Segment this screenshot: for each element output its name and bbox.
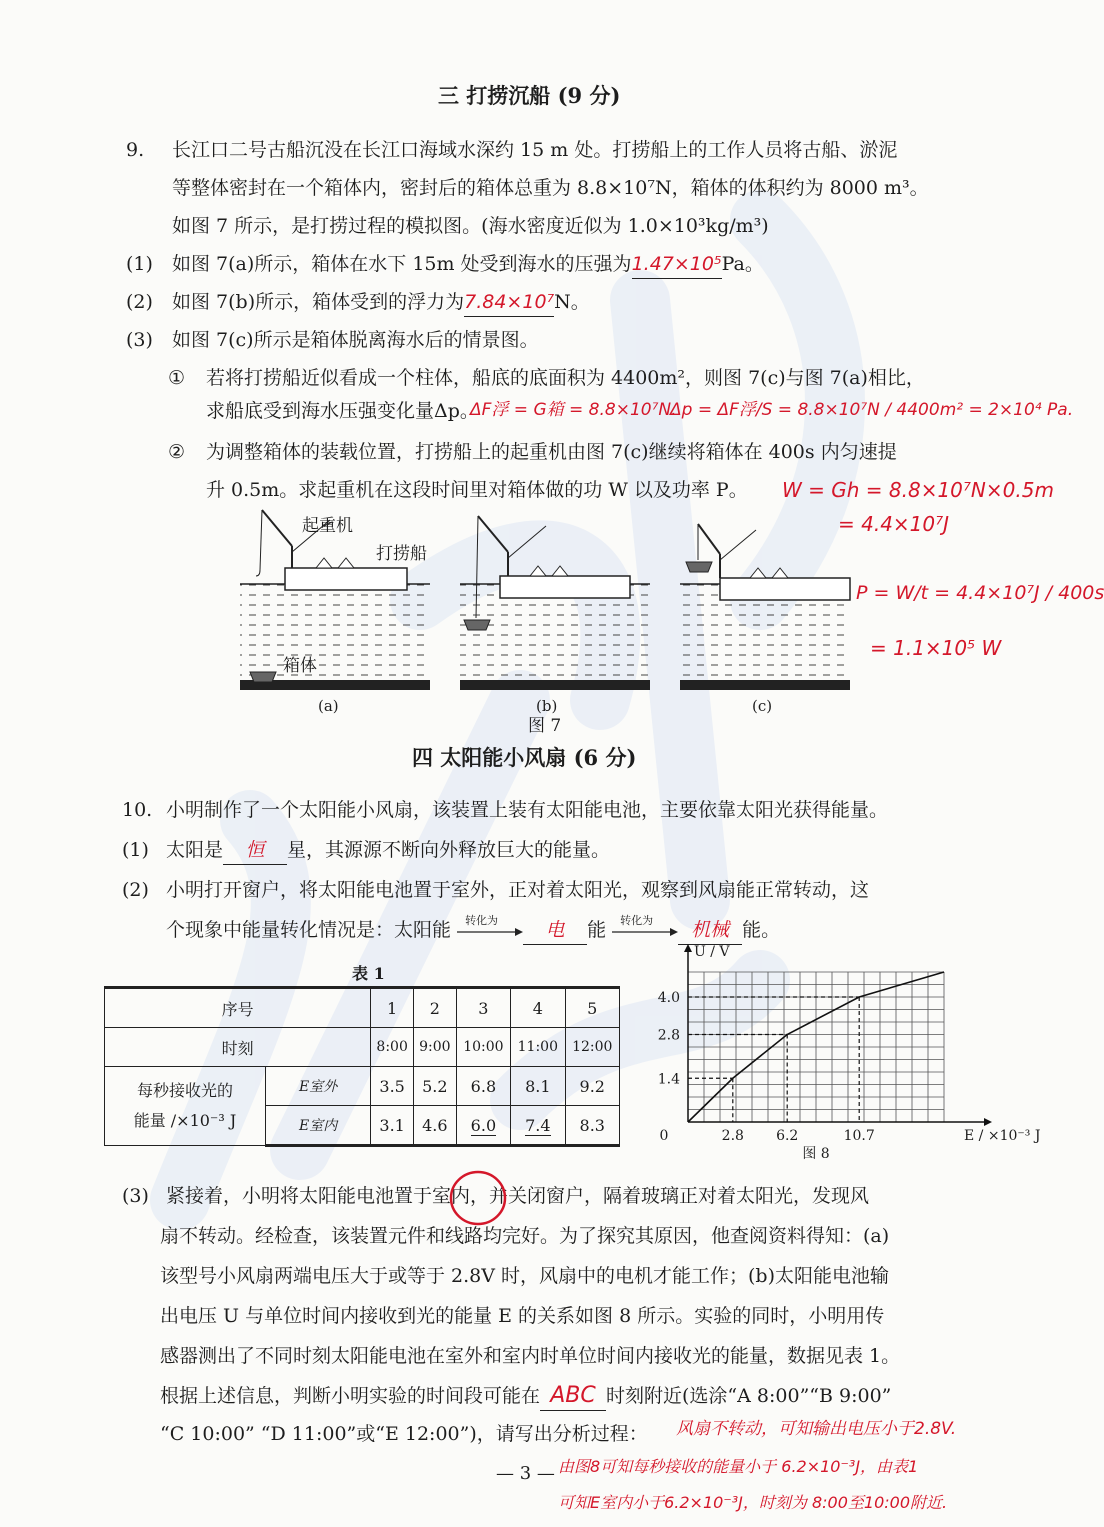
- table-seq-3: 3: [456, 988, 510, 1028]
- label-7a: (a): [318, 697, 339, 715]
- q9-p2-answer[interactable]: 7.84×10⁷: [464, 288, 554, 317]
- q10-p2-line-1: 小明打开窗户，将太阳能电池置于室外，正对着太阳光，观察到风扇能正常转动，这: [166, 879, 870, 901]
- table-seq-5: 5: [565, 988, 619, 1028]
- table-in-4-value: 7.4: [525, 1115, 551, 1135]
- q9-p3-text: 如图 7(c)所示是箱体脱离海水后的情景图。: [172, 329, 539, 351]
- q9-line-3: 如图 7 所示，是打捞过程的模拟图。(海水密度近似为 1.0×10³kg/m³): [172, 215, 769, 237]
- table-energy-label-2: 能量 /×10⁻³ J: [133, 1111, 237, 1130]
- q9-s2-number: ②: [168, 441, 186, 463]
- q10-p2-answer-2[interactable]: 机械: [678, 916, 742, 945]
- table-out-2: 5.2: [413, 1067, 456, 1106]
- table-1: [104, 986, 620, 1147]
- chart-title: 图 8: [802, 1146, 830, 1162]
- q9-p1-text: 如图 7(a)所示，箱体在水下 15m 处受到海水的压强为: [172, 253, 632, 275]
- label-box: 箱体: [283, 656, 317, 676]
- table-out-5: 9.2: [565, 1067, 619, 1106]
- y-axis-label: U / V: [694, 944, 730, 960]
- figure-7-caption: 图 7: [528, 716, 562, 736]
- section-4-heading: 四 太阳能小风扇 (6 分): [412, 745, 637, 770]
- table-in-3: [456, 1106, 510, 1146]
- figure-7-panel-c: [680, 524, 850, 690]
- q9-p1-number: (1): [126, 253, 153, 275]
- q9-line-2: 等整体密封在一个箱体内，密封后的箱体总重为 8.8×10⁷N，箱体的体积约为 8000 m³。: [172, 177, 929, 199]
- hw-p-line-1: P = W/t = 4.4×10⁷J / 400s: [856, 582, 1104, 604]
- figure-8-labels: [658, 944, 1041, 1162]
- q9-p2: [172, 288, 590, 317]
- table-time-5: 12:00: [565, 1028, 619, 1067]
- figure-7-panel-b: [460, 516, 650, 690]
- x-tick-label: 10.7: [843, 1128, 875, 1144]
- q10-p3-l6b: 时刻附近(选涂“A 8:00”“B 9:00”: [606, 1385, 892, 1407]
- hw-analysis-1: 风扇不转动，可知输出电压小于2.8V.: [676, 1419, 957, 1439]
- table-out-3: 6.8: [456, 1067, 510, 1106]
- table-in-2: 4.6: [413, 1106, 456, 1146]
- table-out-4: 8.1: [511, 1067, 565, 1106]
- table-energy-label: [105, 1067, 266, 1146]
- q10-p2-number: (2): [122, 879, 149, 901]
- arrow-1-label: 转化为: [465, 914, 499, 927]
- label-7c: (c): [752, 697, 773, 715]
- y-tick-label: 2.8: [657, 1027, 680, 1044]
- arrow-2-icon: [612, 927, 678, 937]
- q10-p2-line-2: [166, 916, 780, 945]
- q10-p2-l2c: 能。: [742, 919, 781, 941]
- table-in-4: [511, 1106, 565, 1146]
- table-e-out-label: E室外: [266, 1067, 371, 1106]
- figure-8-grid: [688, 972, 944, 1122]
- hw-dp-line-1: ΔF浮 = G箱 = 8.8×10⁷N.: [470, 400, 677, 420]
- q9-s2-line-2: 升 0.5m。求起重机在这段时间里对箱体做的功 W 以及功率 P。: [206, 479, 748, 501]
- hw-w-line-2: = 4.4×10⁷J: [838, 512, 950, 536]
- q10-p3-line-5: 感器测出了不同时刻太阳能电池在室外和室内时单位时间内接收光的能量，数据见表 1。: [160, 1345, 901, 1367]
- hw-analysis-2: 由图8可知每秒接收的能量小于 6.2×10⁻³J，由表1: [558, 1457, 919, 1476]
- label-7b: (b): [536, 697, 558, 715]
- y-tick-label: 1.4: [657, 1071, 680, 1088]
- x-tick-label: 2.8: [721, 1128, 744, 1144]
- q10-p3-line-2: 扇不转动。经检查，该装置元件和线路均完好。为了探究其原因，他查阅资料得知：(a): [160, 1225, 890, 1247]
- table-seq-4: 4: [511, 988, 565, 1028]
- y-tick-label: 4.0: [657, 990, 680, 1006]
- q10-p3-line-4: 出电压 U 与单位时间内接收到光的能量 E 的关系如图 8 所示。实验的同时，小明用传: [160, 1305, 885, 1327]
- q10-p3-line-6: [160, 1382, 891, 1411]
- table-time-4: 11:00: [511, 1028, 565, 1067]
- q10-p3-line-7: “C 10:00” “D 11:00”或“E 12:00”)，请写出分析过程：: [160, 1423, 648, 1445]
- x-axis-label: E / ×10⁻³ J: [964, 1128, 1041, 1144]
- table-time-2: 9:00: [413, 1028, 456, 1067]
- table-in-1: 3.1: [371, 1106, 414, 1146]
- hw-p-line-2: = 1.1×10⁵ W: [870, 636, 1002, 660]
- arrow-2-label: 转化为: [620, 914, 654, 927]
- q9-p2-unit: N。: [554, 291, 590, 313]
- q10-p1-a: 太阳是: [166, 839, 224, 861]
- q9-p3-number: (3): [126, 329, 153, 351]
- table-energy-label-1: 每秒接收光的: [136, 1081, 233, 1100]
- hw-dp-line-2: Δp = ΔF浮/S = 8.8×10⁷N / 4400m² = 2×10⁴ Pa.: [670, 400, 1074, 420]
- table-seq-1: 1: [371, 988, 414, 1028]
- table-out-1: 3.5: [371, 1067, 414, 1106]
- q9-p2-number: (2): [126, 291, 153, 313]
- label-crane: 起重机: [302, 516, 353, 536]
- q10-p1: [166, 836, 610, 865]
- q10-p1-b: 星，其源源不断向外释放巨大的能量。: [287, 839, 611, 861]
- table-seq-2: 2: [413, 988, 456, 1028]
- q9-s1-line-1: 若将打捞船近似看成一个柱体，船底的底面积为 4400m²，则图 7(c)与图 7(a)相比，: [206, 367, 925, 389]
- section-3-heading: 三 打捞沉船 (9 分): [438, 83, 621, 108]
- table-in-5: 8.3: [565, 1106, 619, 1146]
- table-seq-label: 序号: [105, 988, 371, 1028]
- q9-p1-unit: Pa。: [721, 253, 764, 275]
- q9-line-1: 长江口二号古船沉没在长江口海域水深约 15 m 处。打捞船上的工作人员将古船、淤泥: [172, 139, 898, 161]
- arrow-1: [457, 914, 523, 941]
- table-1-title: 表 1: [352, 964, 385, 983]
- q9-number: 9.: [126, 139, 145, 161]
- q10-p3-line-1: 紧接着，小明将太阳能电池置于室内，并关闭窗户，隔着玻璃正对着太阳光，发现风: [166, 1185, 870, 1207]
- q9-p1: [172, 250, 764, 279]
- q10-p1-number: (1): [122, 839, 149, 861]
- q9-s1-line-2: 求船底受到海水压强变化量Δp。: [206, 400, 479, 422]
- q10-p2-l2b: 能: [587, 919, 607, 941]
- table-e-in-label: E室内: [266, 1106, 371, 1146]
- q10-line-1: 小明制作了一个太阳能小风扇，该装置上装有太阳能电池，主要依靠太阳光获得能量。: [166, 799, 889, 821]
- page-number: — 3 —: [496, 1463, 555, 1484]
- origin-label: 0: [659, 1128, 669, 1144]
- table-time-label: 时刻: [105, 1028, 371, 1067]
- q9-p2-text: 如图 7(b)所示，箱体受到的浮力为: [172, 291, 465, 313]
- hw-w-line-1: W = Gh = 8.8×10⁷N×0.5m: [782, 478, 1054, 502]
- q9-p1-answer[interactable]: 1.47×10⁵: [632, 250, 722, 279]
- q10-p1-answer[interactable]: 恒: [223, 836, 287, 865]
- q9-s2-line-1: 为调整箱体的装载位置，打捞船上的起重机由图 7(c)继续将箱体在 400s 内匀速提: [206, 441, 897, 463]
- table-time-1: 8:00: [371, 1028, 414, 1067]
- label-ship: 打捞船: [376, 544, 427, 564]
- table-in-3-value: 6.0: [470, 1115, 497, 1135]
- q10-p3-line-3: 该型号小风扇两端电压大于或等于 2.8V 时，风扇中的电机才能工作；(b)太阳能电池输: [160, 1265, 890, 1287]
- arrow-2: [612, 914, 678, 941]
- x-tick-label: 6.2: [776, 1128, 799, 1144]
- y-axis-arrow: [684, 944, 692, 952]
- table-time-3: 10:00: [456, 1028, 510, 1067]
- q10-p3-number: (3): [122, 1185, 149, 1207]
- q10-number: 10.: [122, 799, 153, 821]
- q10-p2-answer-1[interactable]: 电: [523, 916, 587, 945]
- hw-analysis-3: 可知E室内小于6.2×10⁻³J，时刻为 8:00至10:00附近.: [558, 1493, 948, 1512]
- q10-p2-l2a: 个现象中能量转化情况是：太阳能: [166, 919, 452, 941]
- figure-8-chart: [640, 944, 1041, 1162]
- x-axis-arrow: [984, 1118, 992, 1126]
- arrow-1-icon: [457, 927, 523, 937]
- q10-p3-l6a: 根据上述信息，判断小明实验的时间段可能在: [160, 1385, 541, 1407]
- circle-mark-icon: [446, 1168, 510, 1230]
- q10-p3-answer[interactable]: ABC: [540, 1382, 606, 1411]
- q9-s1-number: ①: [168, 367, 186, 389]
